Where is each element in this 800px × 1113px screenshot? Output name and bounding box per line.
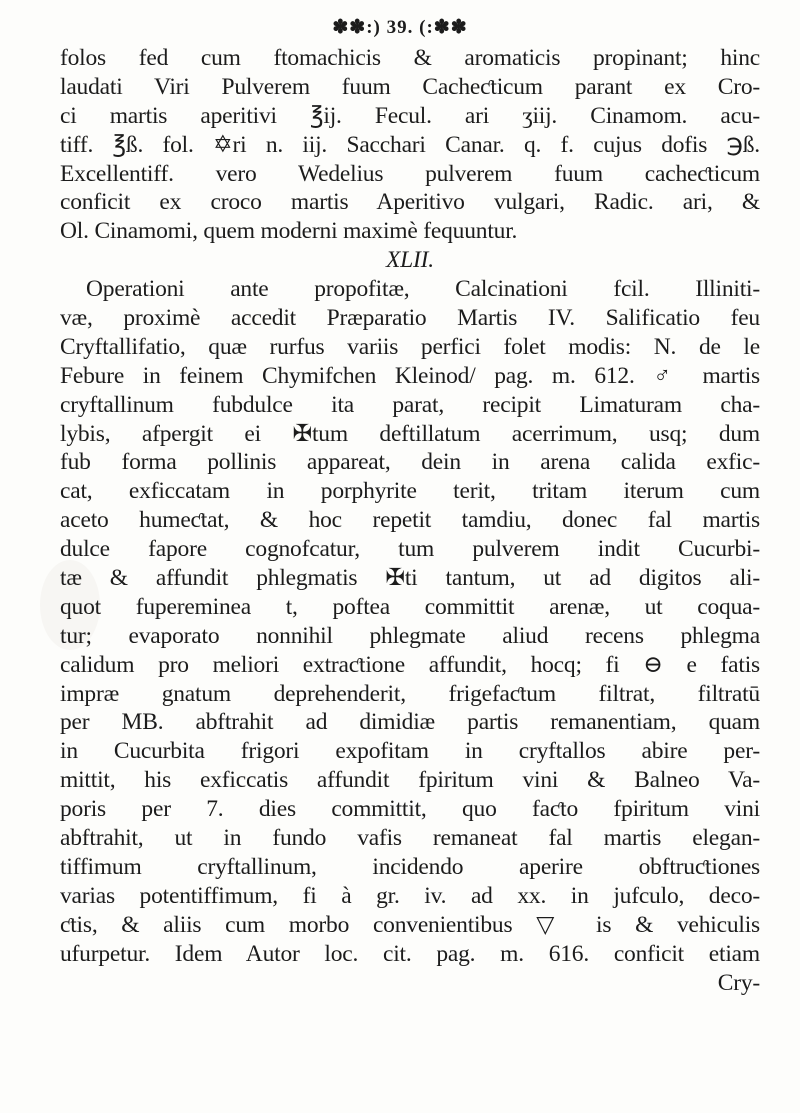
text-line: væ, proximè accedit Præparatio Martis IV. Salificatio feu — [60, 305, 760, 332]
text-line: calidum pro meliori extraƈtione affundit, hocq; fi ⊖ e fatis — [60, 651, 760, 678]
text-line: impræ gnatum deprehenderit, frigefaƈtum filtrat, filtratū — [60, 680, 760, 707]
text-line: aceto humeƈtat, & hoc repetit tamdiu, donec fal martis — [60, 507, 760, 534]
text-line: poris per 7. dies committit, quo faƈto fpiritum vini — [60, 796, 760, 823]
text-line: Febure in feinem Chymifchen Kleinod/ pag. m. 612. ♂ martis — [60, 362, 760, 389]
text-line: lybis, afpergit ei ✠tum deftillatum acerrimum, usq; dum — [60, 420, 760, 447]
text-line: folos fed cum ftomachicis & aromaticis propinant; hinc — [60, 45, 760, 71]
body-text — [60, 44, 760, 997]
text-line: tiff. ℥ß. fol. ✡ri n. iij. Sacchari Canar. q. f. cujus dofis ℈ß. — [60, 131, 760, 158]
text-line: mittit, his exficcatis affundit fpiritum vini & Balneo Va- — [60, 767, 760, 794]
text-line: laudati Viri Pulverem fuum Cacheƈticum parant ex Cro- — [60, 73, 760, 100]
section-heading: XLII. — [386, 247, 434, 274]
text-line: Cryftallifatio, quæ rurfus variis perfici folet modis: N. de le — [60, 333, 760, 360]
text-line: Operationi ante propofitæ, Calcinationi fcil. Illiniti- — [86, 276, 760, 303]
text-line: quot fupereminea t, poftea committit arenæ, ut coqua- — [60, 593, 760, 620]
text-line: ci martis aperitivi ℥ij. Fecul. ari ʒiij. Cinamom. acu- — [60, 102, 760, 129]
text-line: cryftallinum fubdulce ita parat, recipit Limaturam cha- — [60, 391, 760, 418]
text-line: varias potentiffimum, fi à gr. iv. ad xx. in jufculo, deco- — [60, 882, 760, 909]
text-line: dulce fapore cognofcatur, tum pulverem indit Cucurbi- — [60, 536, 760, 563]
text-line: conficit ex croco martis Aperitivo vulgari, Radic. ari, & — [60, 189, 760, 216]
text-line: in Cucurbita frigori expofitam in cryftallos abire per- — [60, 738, 760, 765]
text-line: Ol. Cinamomi, quem moderni maximè fequuntur. — [60, 218, 518, 245]
text-line: fub forma pollinis appareat, dein in arena calida exfic- — [60, 449, 760, 476]
text-line: tur; evaporato nonnihil phlegmate aliud recens phlegma — [60, 622, 760, 649]
text-line: per MB. abftrahit ad dimidiæ partis remanentiam, quam — [60, 709, 760, 736]
text-line: tiffimum cryftallinum, incidendo aperire obftruƈtiones — [60, 853, 760, 880]
page-number-header: ✽✽:) 39. (:✽✽ — [332, 17, 468, 38]
text-line: Excellentiff. vero Wedelius pulverem fuum cacheƈticum — [60, 160, 760, 187]
catchword: Cry- — [717, 969, 760, 996]
text-line: cat, exficcatam in porphyrite terit, tritam iterum cum — [60, 478, 760, 505]
text-line: abftrahit, ut in fundo vafis remaneat fal martis elegan- — [60, 825, 760, 852]
text-line: ufurpetur. Idem Autor loc. cit. pag. m. 616. conficit etiam — [60, 940, 760, 967]
text-line: tæ & affundit phlegmatis ✠ti tantum, ut ad digitos ali- — [60, 565, 760, 592]
text-line: ƈtis, & aliis cum morbo convenientibus ▽ is & vehiculis — [60, 911, 760, 938]
